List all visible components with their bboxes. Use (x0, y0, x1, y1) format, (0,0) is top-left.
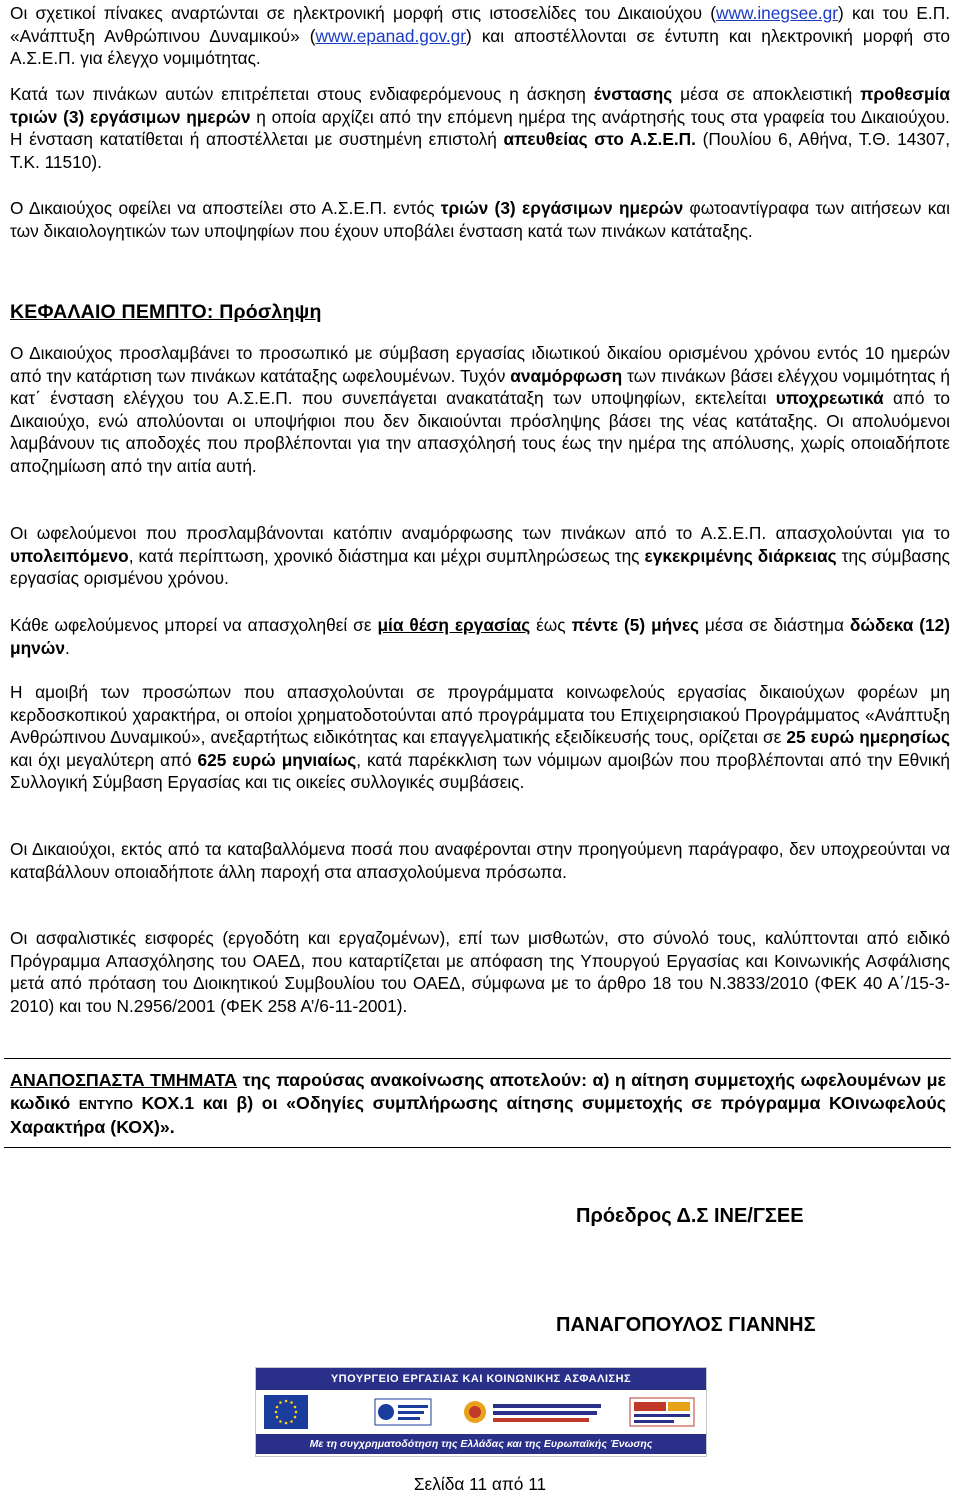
text: Κατά των πινάκων αυτών επιτρέπεται στους ενδιαφερόμενους η άσκηση (10, 84, 594, 104)
paragraph-duration (10, 614, 950, 659)
link-epanad[interactable]: www.epanad.gov.gr (315, 25, 467, 46)
paragraph-no-other-benefits: Οι Δικαιούχοι, εκτός από τα καταβαλλόμενα ποσά που αναφέρονται στην προηγούμενη παράγραφο, δεν υποχρεούνται να καταβάλλουν οποιαδήποτε άλλη παροχή στα απασχολούμενα πρόσωπα. (10, 839, 950, 882)
text: η οποία αρχίζει από την επόμενη ημέρα της ανάρτησής τους στα γραφεία του Δικαιούχου. Η ένσταση κατατίθεται ή αποστέλλεται με συστημένη επιστολή (10, 106, 950, 149)
text: φωτοαντίγραφα των αιτήσεων και των δικαιολογητικών των υποψηφίων που έχουν υποβάλει ένσταση κατά των πινάκων κατάταξης. (10, 198, 950, 241)
attachments-box (4, 1058, 951, 1148)
bold-text: τριών (3) εργάσιμων ημερών (440, 198, 684, 218)
text: μέσα σε αποκλειστική (672, 84, 861, 104)
bold-underline-text: μία θέση εργασίας (377, 615, 531, 635)
underlined-text: ΑΝΑΠΟΣΠΑΣΤΑ ΤΜΗΜΑΤΑ (10, 1070, 238, 1090)
text: έως (530, 615, 572, 635)
cofinancing-strip: Με τη συγχρηματοδότηση της Ελλάδας και της Ευρωπαϊκής Ένωσης (256, 1434, 706, 1454)
espa-logo-icon (628, 1395, 696, 1429)
paragraph-copies (10, 197, 950, 242)
link-inegsee[interactable]: www.inegsee.gr (716, 3, 839, 23)
bold-text: απευθείας στο Α.Σ.Ε.Π. (503, 129, 696, 149)
eu-flag-icon (264, 1395, 308, 1429)
text: (Πουλίου 6, Αθήνα, Τ.Θ. 14307, Τ.Κ. 11510). (10, 129, 950, 172)
logos-strip (256, 1390, 706, 1434)
text: Η αμοιβή των προσώπων που απασχολούνται σε προγράμματα κοινωφελούς εργασίας δικαιούχων φορέων μη κερδοσκοπικού χαρακτήρα, οι οποίοι χρηματοδοτούνται από προγράμματα του Επιχειρησιακού Προγράμματος «Ανάπτυξη Ανθρώπινου Δυναμικού», ανεξαρτήτως ειδικότητας και επαγγελματικής εξειδίκευσής τους, ορίζεται σε (10, 682, 950, 747)
text: των πινάκων βάσει ελέγχου νομιμότητας ή κατ΄ ένσταση ελέγχου του Α.Σ.Ε.Π. που συνεπάγεται ανακατάταξη των υποψηφίων, εκτελείται (10, 365, 951, 408)
small-text: ΕΝΤΥΠΟ (78, 1096, 133, 1112)
text: Οι σχετικοί πίνακες αναρτώνται σε ηλεκτρονική μορφή στις ιστοσελίδες του Δικαιούχου ( (10, 3, 717, 23)
bold-text: αναμόρφωση (510, 365, 623, 386)
bold-text: ένστασης (593, 84, 673, 104)
paragraph-insurance: Οι ασφαλιστικές εισφορές (εργοδότη και εργαζομένων), επί των μισθωτών, στο σύνολό τους, καλύπτονται από ειδικό Πρόγραμμα Απασχόλησης του ΟΑΕΔ, που καταρτίζεται με απόφαση της Υπουργού Εργασίας και Κοινωνικής Ασφάλισης μετά από πρόταση του Διοικητικού Συμβουλίου του ΟΑΕΔ, σύμφωνα με το άρθρο 18 του Ν.3833/2010 (ΦΕΚ 40 Α΄/15-3-2010) και του Ν.2956/2001 (ΦΕΚ 258 Α’/6-11-2001). (10, 928, 950, 1016)
text: μέσα σε διάστημα (699, 615, 850, 635)
paragraph-reformed (10, 522, 950, 590)
text: της σύμβασης εργασίας ορισμένου χρόνου. (10, 545, 950, 588)
paragraph-objection (10, 83, 950, 173)
esf-logo-icon (374, 1395, 432, 1429)
paragraph-hiring (10, 342, 950, 477)
chapter-heading: ΚΕΦΑΛΑΙΟ ΠΕΜΠΤΟ: Πρόσληψη (10, 301, 322, 323)
page-number: Σελίδα 11 από 11 (413, 1474, 547, 1494)
bold-text: δώδεκα (12) μηνών (10, 615, 950, 658)
bold-text: 25 ευρώ ημερησίως (786, 727, 950, 747)
bold-text: 625 ευρώ μηνιαίως (197, 749, 357, 770)
bold-text: πέντε (5) μήνες (571, 615, 700, 635)
text: και όχι μεγαλύτερη από (10, 749, 198, 770)
text: ΚΟΧ.1 και β) οι «Οδηγίες συμπλήρωσης αίτησης συμμετοχής σε πρόγραμμα ΚΟινωφελούς Χαρακτήρα (ΚΟΧ)». (10, 1092, 946, 1137)
text: Ο Δικαιούχος προσλαμβάνει το προσωπικό με σύμβαση εργασίας ιδιωτικού δικαίου ορισμένου χρόνου εντός 10 ημερών από την κατάρτιση των πινάκων κατάταξης ωφελουμένων. Τυχόν (10, 343, 950, 386)
bold-text: εγκεκριμένης διάρκειας (644, 545, 837, 566)
text: της παρούσας ανακοίνωσης αποτελούν: α) η αίτηση συμμετοχής ωφελουμένων με κωδικό (10, 1070, 946, 1113)
paragraph-salary (10, 681, 950, 794)
paragraph-publication (10, 2, 950, 70)
text: , κατά περίπτωση, χρονικό διάστημα και μέχρι συμπληρώσεως της (128, 545, 645, 566)
signature-name: ΠΑΝΑΓΟΠΟΥΛΟΣ ΓΙΑΝΝΗΣ (556, 1314, 816, 1336)
text: Κάθε ωφελούμενος μπορεί να απασχοληθεί σε (10, 615, 378, 635)
text: Οι ωφελούμενοι που προσλαμβάνονται κατόπιν αναμόρφωσης των πινάκων από το Α.Σ.Ε.Π. απασχολούνται για το (10, 523, 950, 543)
funding-banner (255, 1367, 707, 1457)
bold-text: υπολειπόμενο (10, 545, 129, 566)
text: ) και του Ε.Π. «Ανάπτυξη Ανθρώπινου Δυναμικού» ( (10, 3, 950, 46)
operational-programme-logo-icon (461, 1395, 606, 1429)
text: . (64, 637, 70, 658)
text: Ο Δικαιούχος οφείλει να αποστείλει στο Α.Σ.Ε.Π. εντός (10, 198, 441, 218)
signature-title: Πρόεδρος Δ.Σ ΙΝΕ/ΓΣΕΕ (576, 1205, 804, 1227)
ministry-strip: ΥΠΟΥΡΓΕΙΟ ΕΡΓΑΣΙΑΣ ΚΑΙ ΚΟΙΝΩΝΙΚΗΣ ΑΣΦΑΛΙΣΗΣ (256, 1368, 706, 1390)
attachments-text (10, 1069, 946, 1139)
bold-text: υποχρεωτικά (775, 388, 884, 408)
text: ) και αποστέλλονται σε έντυπη και ηλεκτρονική μορφή στο Α.Σ.Ε.Π. για έλεγχο νομιμότητας. (10, 25, 950, 68)
text: , κατά παρέκκλιση των νόμιμων αμοιβών που προβλέπονται από την Εθνική Συλλογική Σύμβαση Εργασίας και τις οικείες συλλογικές συμβάσεις. (10, 749, 950, 792)
bold-text: προθεσμία τριών (3) εργάσιμων ημερών (10, 84, 950, 127)
text: από το Δικαιούχο, ενώ απολύονται οι υποψήφιοι που δεν δικαιούνται πρόσληψης βάσει της νέας κατάταξης. Οι απολυόμενοι λαμβάνουν τις αποδοχές που προβλέπονται για την απασχόλησή τους έως την ημέρα της απόλυσης, χωρίς οποιαδήποτε αποζημίωση από την αιτία αυτή. (10, 388, 950, 476)
